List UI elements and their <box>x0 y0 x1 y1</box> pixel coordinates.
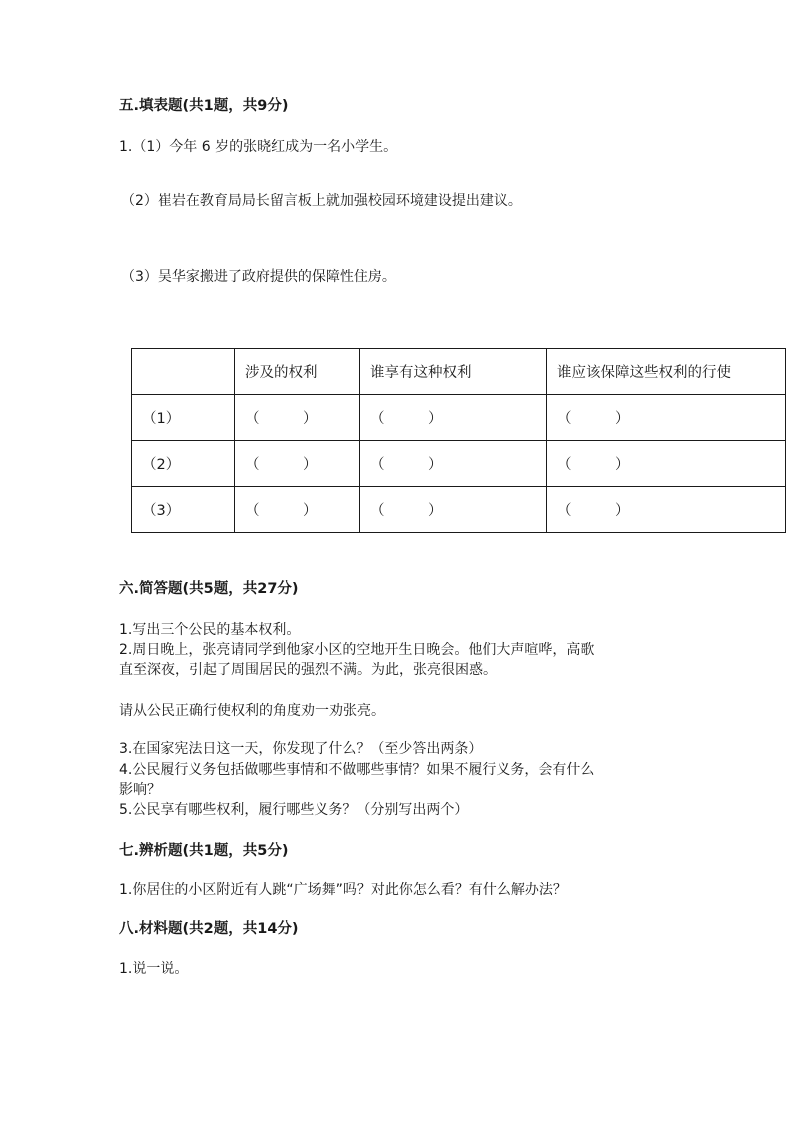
table-row <box>132 395 786 441</box>
rights-table <box>131 348 786 533</box>
table-cell: （2） <box>132 441 235 487</box>
answer-blank: （ ） <box>360 487 547 533</box>
answer-blank: （ ） <box>235 487 360 533</box>
table-header-cell: 谁应该保障这些权利的行使 <box>547 349 786 395</box>
question-text: 1.写出三个公民的基本权利。 <box>119 622 301 638</box>
question-text: （3）吴华家搬进了政府提供的保障性住房。 <box>121 269 396 285</box>
question-text: 3.在国家宪法日这一天，你发现了什么？（至少答出两条） <box>119 741 483 757</box>
table-header-cell <box>132 349 235 395</box>
section5-heading: 五.填表题(共1题，共9分) <box>119 98 289 114</box>
answer-blank: （ ） <box>235 441 360 487</box>
table-header-row <box>132 349 786 395</box>
answer-blank: （ ） <box>547 441 786 487</box>
question-text: 1.（1）今年 6 岁的张晓红成为一名小学生。 <box>119 139 398 155</box>
table-cell: （1） <box>132 395 235 441</box>
section8-heading: 八.材料题(共2题，共14分) <box>119 921 299 937</box>
table-cell: （3） <box>132 487 235 533</box>
question-text: 1.说一说。 <box>119 961 189 977</box>
answer-blank: （ ） <box>547 395 786 441</box>
table-row <box>132 487 786 533</box>
table-header-cell: 涉及的权利 <box>235 349 360 395</box>
question-text: 影响？ <box>119 782 161 798</box>
question-text: 5.公民享有哪些权利，履行哪些义务？（分别写出两个） <box>119 802 469 818</box>
section7-heading: 七.辨析题(共1题，共5分) <box>119 843 289 859</box>
question-text: （2）崔岩在教育局局长留言板上就加强校园环境建设提出建议。 <box>121 193 522 209</box>
answer-blank: （ ） <box>235 395 360 441</box>
section6-heading: 六.简答题(共5题，共27分) <box>119 581 299 597</box>
table-row <box>132 441 786 487</box>
answer-blank: （ ） <box>360 395 547 441</box>
table-header-cell: 谁享有这种权利 <box>360 349 547 395</box>
question-text: 2.周日晚上，张亮请同学到他家小区的空地开生日晚会。他们大声喧哗，高歌 <box>119 642 595 658</box>
question-text: 请从公民正确行使权利的角度劝一劝张亮。 <box>119 703 385 719</box>
question-text: 4.公民履行义务包括做哪些事情和不做哪些事情？如果不履行义务，会有什么 <box>119 762 595 778</box>
question-text: 1.你居住的小区附近有人跳“广场舞”吗？对此你怎么看？有什么解办法？ <box>119 882 567 898</box>
question-text: 直至深夜，引起了周围居民的强烈不满。为此，张亮很困惑。 <box>119 662 497 678</box>
answer-blank: （ ） <box>547 487 786 533</box>
answer-blank: （ ） <box>360 441 547 487</box>
